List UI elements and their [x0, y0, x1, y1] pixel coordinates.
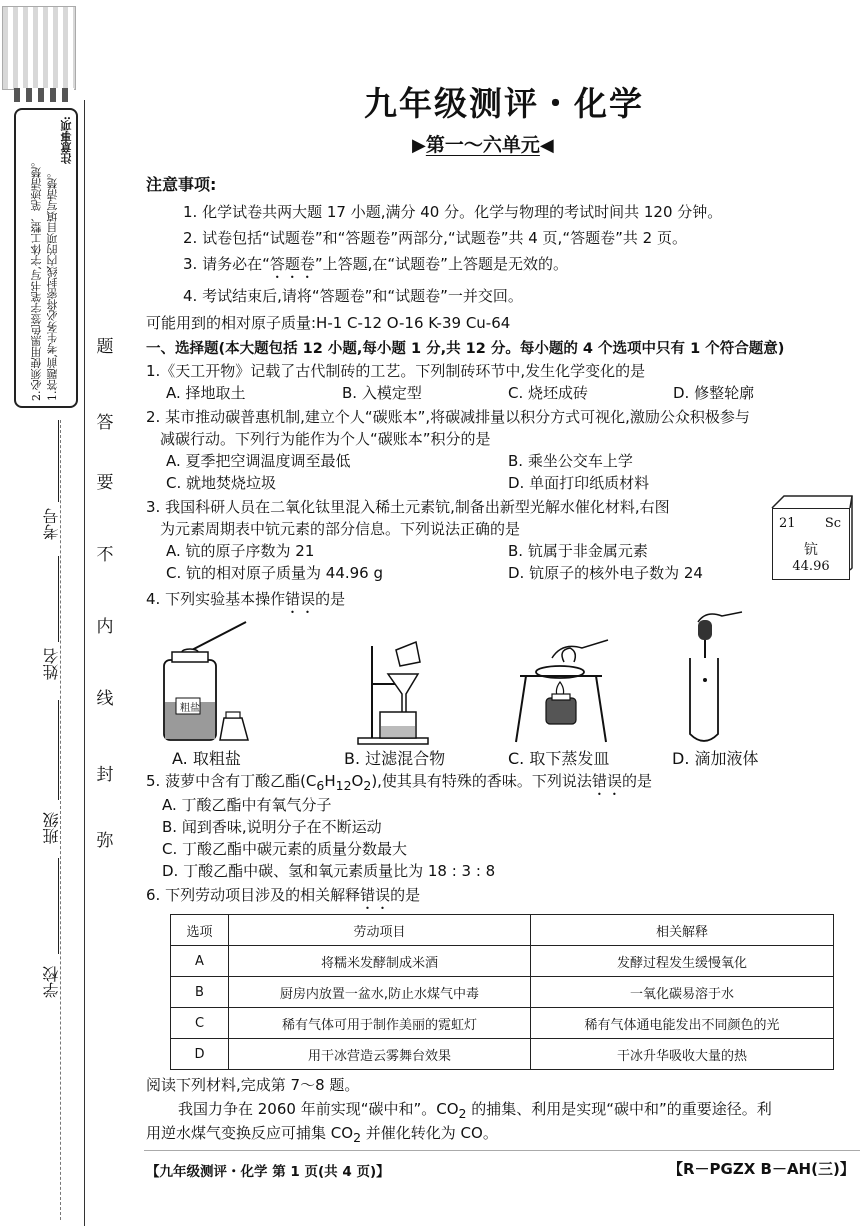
notes-heading: 注意事项:	[146, 175, 217, 194]
illustration-filtering	[352, 634, 448, 746]
notes-item: 2. 试卷包括“试题卷”和“答题卷”两部分,“试题卷”共 4 页,“答题卷”共 2 页。	[183, 229, 687, 247]
class-field-line[interactable]	[58, 700, 59, 800]
seal-word: 弥	[96, 831, 114, 851]
q2-option-c: C. 就地焚烧垃圾	[166, 474, 277, 492]
table-row	[171, 1039, 834, 1070]
binding-line	[84, 100, 85, 1226]
page-subtitle	[412, 130, 554, 157]
q3-option-a: A. 钪的原子序数为 21	[166, 542, 315, 560]
table-row	[171, 946, 834, 977]
section-heading: 一、选择题(本大题包括 12 小题,每小题 1 分,共 12 分。每小题的 4 个选项中只有 1 个符合题意)	[146, 341, 785, 357]
subtitle-text: 第一～六单元	[425, 134, 540, 156]
illustration-take-salt	[158, 612, 258, 746]
seal-word: 题	[96, 337, 114, 357]
binding-notice-2: 2.必须使用黑色签字笔书写,字体工整、笔迹清楚。	[30, 156, 43, 401]
q3-option-d: D. 钪原子的核外电子数为 24	[508, 564, 703, 582]
bottle-label: 粗盐	[180, 703, 200, 714]
illustration-evaporating-dish	[512, 636, 622, 746]
question-6-stem: 6. 下列劳动项目涉及的相关解释错误的是	[146, 886, 421, 904]
table-cell: 稀有气体可用于制作美丽的霓虹灯	[229, 1008, 531, 1039]
q4-option-d: D. 滴加液体	[672, 749, 759, 768]
question-1-stem: 1.《天工开物》记载了古代制砖的工艺。下列制砖环节中,发生化学变化的是	[146, 362, 646, 380]
table-cell: C	[171, 1008, 229, 1039]
element-mass: 44.96	[792, 559, 830, 574]
q4-option-b: B. 过滤混合物	[344, 749, 446, 768]
table-cell: 一氧化碳易溶于水	[531, 977, 834, 1008]
binding-notice-box	[14, 108, 78, 408]
seal-word: 线	[96, 689, 114, 709]
seal-word: 内	[96, 617, 114, 637]
exam-number-field-line[interactable]	[58, 420, 59, 502]
table-header-row	[171, 915, 834, 946]
table-header: 劳动项目	[229, 915, 531, 946]
question-5-stem: 5. 菠萝中含有丁酸乙酯$(C_6H_{12}O_2)$,使其具有特殊的香味。下列说法错误的是	[146, 772, 652, 793]
question-2-stem-line1: 2. 某市推动碳普惠机制,建立个人“碳账本”,将碳减排量以积分方式可视化,激励公众积极参与	[146, 408, 750, 426]
table-cell: 厨房内放置一盆水,防止水煤气中毒	[229, 977, 531, 1008]
notes-item: 3. 请务必在“答题卷”上答题,在“试题卷”上答题是无效的。	[183, 255, 568, 273]
footer-rule	[144, 1150, 860, 1151]
element-name: 钪	[804, 542, 818, 558]
illustration-dropper	[678, 608, 748, 746]
table-cell: D	[171, 1039, 229, 1070]
q3-option-b: B. 钪属于非金属元素	[508, 542, 648, 560]
atomic-masses: 可能用到的相对原子质量:H-1 C-12 O-16 K-39 Cu-64	[146, 314, 511, 332]
binding-strip	[0, 0, 114, 1226]
q5-option-d: D. 丁酸乙酯中碳、氢和氧元素质量比为 18 : 3 : 8	[162, 862, 496, 880]
name-field-line[interactable]	[58, 556, 59, 642]
triangle-right-icon: ▶	[412, 135, 426, 156]
name-field-label: 姓名	[42, 648, 61, 680]
table-cell: 稀有气体通电能发出不同颜色的光	[531, 1008, 834, 1039]
table-header: 相关解释	[531, 915, 834, 946]
school-field-line[interactable]	[58, 858, 59, 954]
reading-paragraph-line2: 用逆水煤气变换反应可捕集 $CO_2$ 并催化转化为 CO。	[146, 1124, 498, 1145]
question-2-stem-line2: 减碳行动。下列行为能作为个人“碳账本”积分的是	[160, 430, 491, 448]
table-header: 选项	[171, 915, 229, 946]
table-cell: B	[171, 977, 229, 1008]
seal-word: 答	[96, 413, 114, 433]
table-cell: 干冰升华吸收大量的热	[531, 1039, 834, 1070]
q1-option-d: D. 修整轮廓	[673, 384, 755, 402]
reading-paragraph-line1: 我国力争在 2060 年前实现“碳中和”。$CO_2$ 的捕集、利用是实现“碳中和”的重要途径。利	[178, 1100, 772, 1121]
footer-left: 【九年级测评・化学 第 1 页(共 4 页)】	[146, 1164, 390, 1180]
binding-notice-title: 注意事项:	[60, 116, 73, 165]
exam-number-field-label: 考号	[42, 508, 61, 540]
school-field-label: 学校	[42, 966, 61, 998]
element-number: 21	[779, 516, 796, 531]
q1-option-a: A. 择地取土	[166, 384, 246, 402]
q5-option-a: A. 丁酸乙酯中有氧气分子	[162, 796, 332, 814]
q2-option-b: B. 乘坐公交车上学	[508, 452, 633, 470]
q5-option-c: C. 丁酸乙酯中碳元素的质量分数最大	[162, 840, 408, 858]
seal-word: 要	[96, 473, 114, 493]
table-row	[171, 1008, 834, 1039]
element-symbol: Sc	[824, 516, 841, 531]
q4-option-c: C. 取下蒸发皿	[508, 749, 610, 768]
q6-table	[170, 914, 834, 1070]
q5-option-b: B. 闻到香味,说明分子在不断运动	[162, 818, 382, 836]
binding-notice-1: 1.答题前,考生务必将密封线内的项目填写清楚。	[46, 167, 59, 401]
question-3-stem-line2: 为元素周期表中钪元素的部分信息。下列说法正确的是	[160, 520, 521, 538]
notes-item: 1. 化学试卷共两大题 17 小题,满分 40 分。化学与物理的考试时间共 120 分钟。	[183, 203, 723, 221]
table-cell: 发酵过程发生缓慢氧化	[531, 946, 834, 977]
table-row	[171, 977, 834, 1008]
table-cell: 用干冰营造云雾舞台效果	[229, 1039, 531, 1070]
seal-word: 不	[96, 545, 114, 565]
decorative-pattern	[2, 6, 76, 90]
q2-option-a: A. 夏季把空调温度调至最低	[166, 452, 351, 470]
question-3-stem-line1: 3. 我国科研人员在二氧化钛里混入稀土元素钪,制备出新型光解水催化材料,右图	[146, 498, 670, 516]
q4-option-a: A. 取粗盐	[172, 749, 241, 768]
table-cell: A	[171, 946, 229, 977]
seal-word: 封	[96, 765, 114, 785]
reading-intro: 阅读下列材料,完成第 7～8 题。	[146, 1076, 360, 1094]
table-cell: 将糯米发酵制成米酒	[229, 946, 531, 977]
periodic-cell-3d-edge	[770, 494, 860, 584]
q2-option-d: D. 单面打印纸质材料	[508, 474, 650, 492]
q1-option-b: B. 入模定型	[342, 384, 422, 402]
class-field-label: 班级	[42, 812, 61, 844]
q1-option-c: C. 烧坯成砖	[508, 384, 589, 402]
footer-right: 【R－PGZX B－AH(三)】	[668, 1160, 855, 1178]
page-title: 九年级测评・化学	[364, 84, 644, 123]
q3-option-c: C. 钪的相对原子质量为 44.96 g	[166, 564, 384, 582]
decorative-tabs	[14, 88, 74, 102]
triangle-left-icon: ◀	[539, 135, 554, 156]
notes-item: 4. 考试结束后,请将“答题卷”和“试题卷”一并交回。	[183, 287, 523, 305]
question-4-stem: 4. 下列实验基本操作错误的是	[146, 590, 346, 608]
